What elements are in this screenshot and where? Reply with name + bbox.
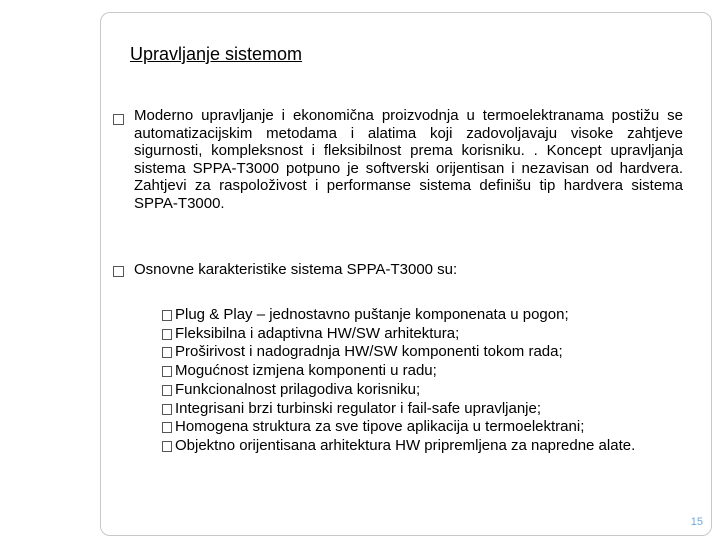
bullet-box-icon (113, 266, 124, 277)
list-item (162, 325, 687, 344)
bullet-box-icon (113, 114, 124, 125)
feature-text: Integrisani brzi turbinski regulator i fail-safe upravljanje; (175, 399, 542, 417)
bullet-box-icon (162, 422, 172, 433)
bullet-box-icon (162, 385, 172, 396)
list-item (162, 418, 687, 437)
feature-text: Plug & Play – jednostavno puštanje komponenata u pogon; (175, 306, 569, 323)
feature-text: Homogena struktura za sve tipove aplikacija u termoelektrani; (175, 418, 585, 436)
list-item (162, 362, 687, 381)
page-title: Upravljanje sistemom (130, 44, 303, 64)
bullet-box-icon (162, 404, 172, 415)
feature-text: Mogućnost izmjena komponenti u radu; (175, 362, 437, 380)
list-item (162, 437, 687, 456)
features-list (162, 306, 687, 456)
list-item (162, 343, 687, 362)
bullet-box-icon (162, 329, 172, 340)
feature-text: Objektno orijentisana arhitektura HW pripremljena za napredne alate. (175, 436, 636, 454)
list-item (162, 381, 687, 400)
feature-text: Fleksibilna i adaptivna HW/SW arhitektura; (175, 324, 460, 342)
page-number: 15 (690, 516, 703, 528)
bullet-box-icon (162, 310, 172, 321)
list-item (162, 306, 687, 325)
bullet-box-icon (162, 441, 172, 452)
bullet-box-icon (162, 347, 172, 358)
bullet-box-icon (162, 366, 172, 377)
feature-text: Funkcionalnost prilagodiva korisniku; (175, 380, 421, 398)
feature-text: Proširivost i nadogradnja HW/SW komponenti tokom rada; (175, 343, 563, 361)
list-item (162, 400, 687, 419)
intro-paragraph: Moderno upravljanje i ekonomična proizvodnja u termoelektranama postižu se automatizacijskim metodama i alatima koji zadovoljavaju visoke zahtjeve sigurnosti, kompleksnost i fleksibilnost prema korisniku. . Koncept upravljanja sistema SPPA-T3000 potpuno je softverski orijentisan i nezavisan od hardvera. Zahtjevi za raspoloživost i performanse sistema definišu tip hardvera sistema SPPA-T3000. (134, 107, 683, 212)
features-heading: Osnovne karakteristike sistema SPPA-T3000 su: (134, 261, 458, 278)
